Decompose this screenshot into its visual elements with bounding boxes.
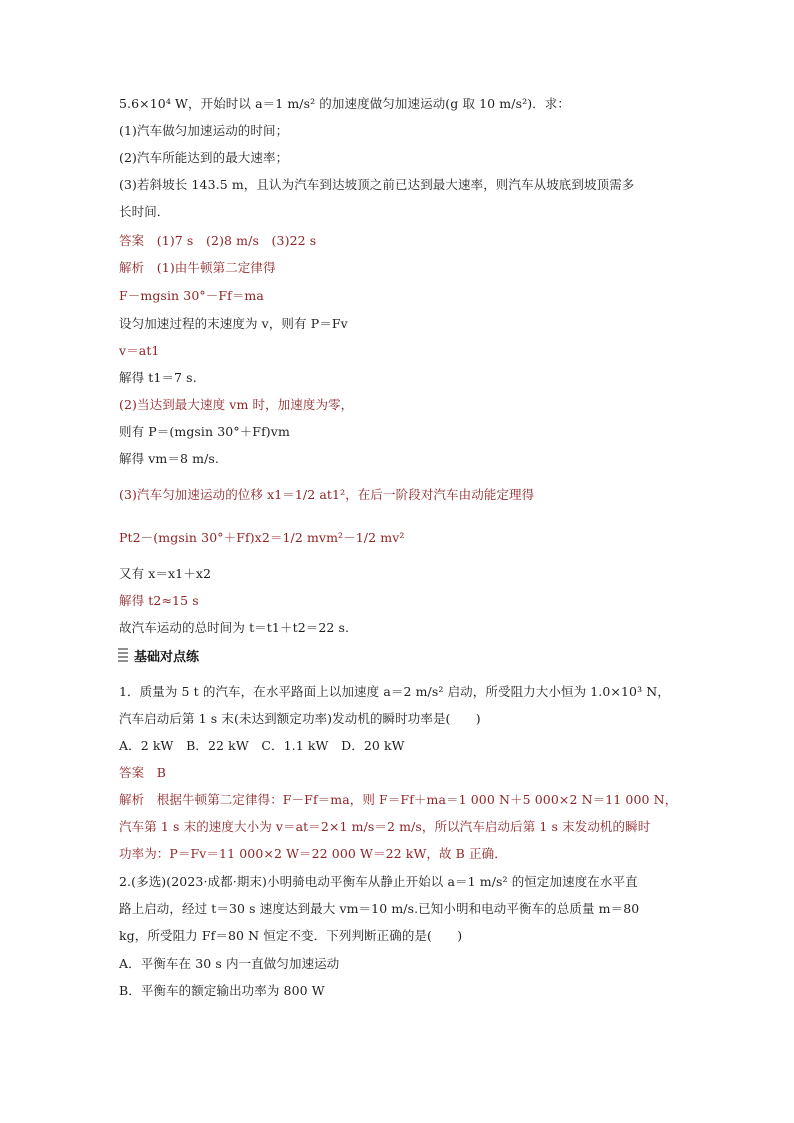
option-a: A．平衡车在 30 s 内一直做匀加速运动 <box>119 956 340 971</box>
explanation-line: 设匀加速过程的末速度为 v，则有 P＝Fv <box>119 316 348 331</box>
options-line: A．2 kW B．22 kW C．1.1 kW D．20 kW <box>119 738 405 753</box>
conclusion-line: 故汽车运动的总时间为 t＝t1＋t2＝22 s. <box>119 620 350 635</box>
question-line: 1．质量为 5 t 的汽车，在水平路面上以加速度 a＝2 m/s² 启动，所受阻力大小恒为 1.0×10³ N， <box>119 684 670 699</box>
equation-line: 则有 P＝(mgsin 30°＋Ff)vm <box>119 424 290 439</box>
question-part-2: (2)汽车所能达到的最大速率； <box>119 150 289 165</box>
result-line: 解得 t2≈15 s <box>119 593 199 608</box>
section-title: 基础对点练 <box>134 650 200 665</box>
analysis-line: 汽车第 1 s 末的速度大小为 v＝at＝2×1 m/s＝2 m/s，所以汽车启动后第 1 s 末发动机的瞬时 <box>119 819 651 834</box>
question-line: 汽车启动后第 1 s 末(未达到额定功率)发动机的瞬时功率是( ) <box>119 711 481 726</box>
answer-line: 答案 (1)7 s (2)8 m/s (3)22 s <box>119 233 317 248</box>
analysis-heading: 解析 (1)由牛顿第二定律得 <box>119 260 276 275</box>
explanation-line: (3)汽车匀加速运动的位移 x1＝1/2 at1²，在后一阶段对汽车由动能定理得 <box>119 487 535 502</box>
question-line: 2.(多选)(2023·成都·期末)小明骑电动平衡车从静止开始以 a＝1 m/s² 的恒定加速度在水平直 <box>119 874 638 889</box>
option-b: B．平衡车的额定输出功率为 800 W <box>119 983 325 998</box>
explanation-line: (2)当达到最大速度 vm 时，加速度为零， <box>119 397 354 412</box>
question-part-1: (1)汽车做匀加速运动的时间； <box>119 123 289 138</box>
equation-line: v＝at1 <box>119 343 160 358</box>
section-bars-icon <box>118 648 128 664</box>
question-line: kg，所受阻力 Ff＝80 N 恒定不变．下列判断正确的是( ) <box>119 928 463 943</box>
equation-line: F－mgsin 30°－Ff＝ma <box>119 288 264 303</box>
problem-text-line: 5.6×10⁴ W，开始时以 a＝1 m/s² 的加速度做匀加速运动(g 取 10 m/s²)．求： <box>119 96 570 111</box>
question-part-3: (3)若斜坡长 143.5 m，且认为汽车到达坡顶之前已达到最大速率，则汽车从坡底到坡顶需多 <box>119 177 635 192</box>
result-line: 解得 vm＝8 m/s. <box>119 451 219 466</box>
equation-line: Pt2－(mgsin 30°＋Ff)x2＝1/2 mvm²－1/2 mv² <box>119 530 405 545</box>
equation-line: 又有 x＝x1＋x2 <box>119 566 212 581</box>
question-line: 路上启动，经过 t＝30 s 速度达到最大 vm＝10 m/s.已知小明和电动平衡车的总质量 m＝80 <box>119 901 640 916</box>
section-heading <box>118 646 199 665</box>
answer-line: 答案 B <box>119 765 167 780</box>
question-part-3-continued: 长时间． <box>119 204 170 219</box>
result-line: 解得 t1＝7 s. <box>119 370 197 385</box>
analysis-line: 解析 根据牛顿第二定律得：F－Ff＝ma，则 F＝Ff＋ma＝1 000 N＋5 000×2 N＝11 000 N， <box>119 792 678 807</box>
analysis-line: 功率为：P＝Fv＝11 000×2 W＝22 000 W＝22 kW，故 B 正确． <box>119 846 507 861</box>
